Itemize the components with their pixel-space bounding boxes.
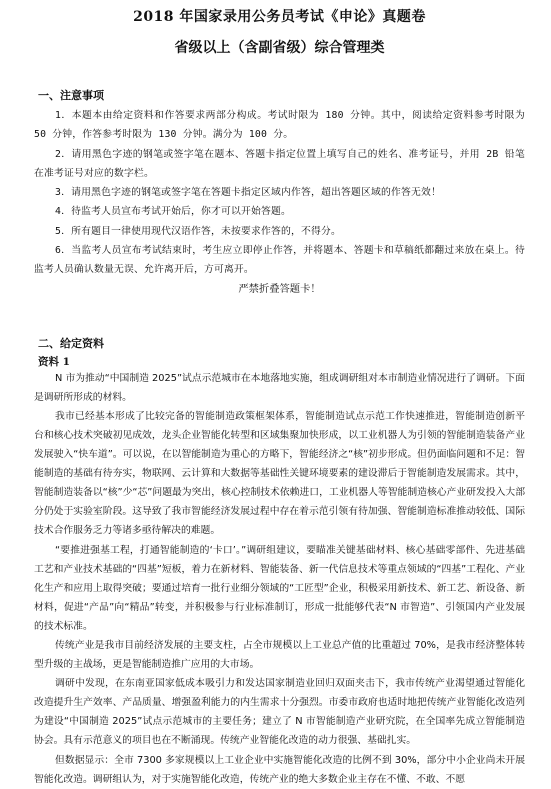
notes-list — [34, 106, 525, 299]
section-heading-notes: 一、注意事项 — [38, 89, 104, 102]
material-body — [34, 369, 525, 789]
note-item: 3．请用黑色字迹的钢笔或签字笔在答题卡指定区域内作答，超出答题区域的作答无效！ — [55, 187, 441, 199]
material-paragraph: 调研中发现，在东南亚国家低成本吸引力和发达国家制造业回归双面夹击下，我市传统产业渴望通过智能化改造提升生产效率、产品质量、增强盈利能力的内生需求十分强烈。市委市政府也适时地把传统产业智能化改造列为建设“中国制造 2025”试点示范城市的主要任务；建立了 N 市智能制造产业研究院，在全国率先成立智能制造协会。具有示范意义的项目也在不断涌现。传统产业智能化改造的动力很强、基础扎实。 — [34, 678, 525, 747]
notes-closing: 严禁折叠答题卡！ — [238, 282, 321, 295]
note-item: 5．所有题目一律使用现代汉语作答，未按要求作答的，不得分。 — [55, 225, 342, 237]
material-label: 资料 1 — [38, 355, 70, 368]
material-paragraph: “要推进强基工程，打通智能制造的‘卡口’。”调研组建议，要瞄准关键基础材料、核心基础零部件、先进基础工艺和产业技术基础的“四基”短板，着力在新材料、智能装备、新一代信息技术等重点领域的“四基”工程化、产业化生产和应用上取得突破；要通过培育一批行业细分领域的“工匠型”企业，积极采用新技术、新工艺、新设备、新材料，促进“产品”向“精品”转变，并积极参与行业标准制订，形成一批能够代表“N 市智造”、引领国内产业发展的技术标准。 — [34, 544, 525, 632]
material-paragraph: 传统产业是我市目前经济发展的主要支柱，占全市规模以上工业总产值的比重超过 70%，是我市经济整体转型升级的主战场，更是智能制造推广应用的大市场。 — [34, 639, 525, 671]
note-item: 4．待监考人员宣布考试开始后，你才可以开始答题。 — [55, 206, 292, 218]
section-heading-materials: 二、给定资料 — [38, 336, 104, 350]
note-item: 2．请用黑色字迹的钢笔或签字笔在题本、答题卡指定位置上填写自己的姓名、准考证号，并用 2B 铅笔在准考证号对应的数字栏。 — [34, 148, 525, 179]
material-paragraph: 我市已经基本形成了比较完备的智能制造政策框架体系，智能制造试点示范工作快速推进，智能制造创新平台和核心技术突破初见成效，龙头企业智能化转型和区域集聚加快形成，以工业机器人为引领的智能制造装备产业发展驶入“快车道”。可以说，在以智能制造为重心的方略下，智能经济之“核”初步形成。但仍面临问题和不足：智能制造的基础有待夯实，物联网、云计算和大数据等基础性关键环境要素的建设滞后于智能制造发展需求。其中，智能制造装备以“核”少“芯”问题最为突出，核心控制技术依赖进口，工业机器人等智能制造核心产业研发投入大部分仍处于实验室阶段。这导致了我市智能经济发展过程中存在着示范引领有待加强、智能制造标准推动较低、国际技术合作服务乏力等诸多亟待解决的难题。 — [34, 410, 525, 537]
page-subtitle: 省级以上（含副省级）综合管理类 — [174, 40, 385, 56]
exam-page — [0, 6, 551, 789]
material-paragraph: N 市为推动“中国制造 2025”试点示范城市在本地落地实施，组成调研组对本市制造业情况进行了调研。下面是调研所形成的材料。 — [34, 372, 525, 403]
note-item: 1．本题本由给定资料和作答要求两部分构成。考试时限为 180 分钟。其中，阅读给定资料参考时限为 50 分钟，作答参考时限为 130 分钟。满分为 100 分。 — [34, 110, 525, 141]
note-item: 6．当监考人员宣布考试结束时，考生应立即停止作答，并将题本、答题卡和草稿纸都翻过来放在桌上。待监考人员确认数量无误、允许离开后，方可离开。 — [34, 245, 525, 276]
material-paragraph: 但数据显示：全市 7300 多家规模以上工业企业中实施智能化改造的比例不到 30%，部分中小企业尚未开展智能化改造。调研组认为，对于实施智能化改造，传统产业的绝大多数企业主存在不懂、不敢、不愿 — [34, 754, 525, 785]
page-title: 2018 年国家录用公务员考试《申论》真题卷 — [133, 9, 426, 25]
